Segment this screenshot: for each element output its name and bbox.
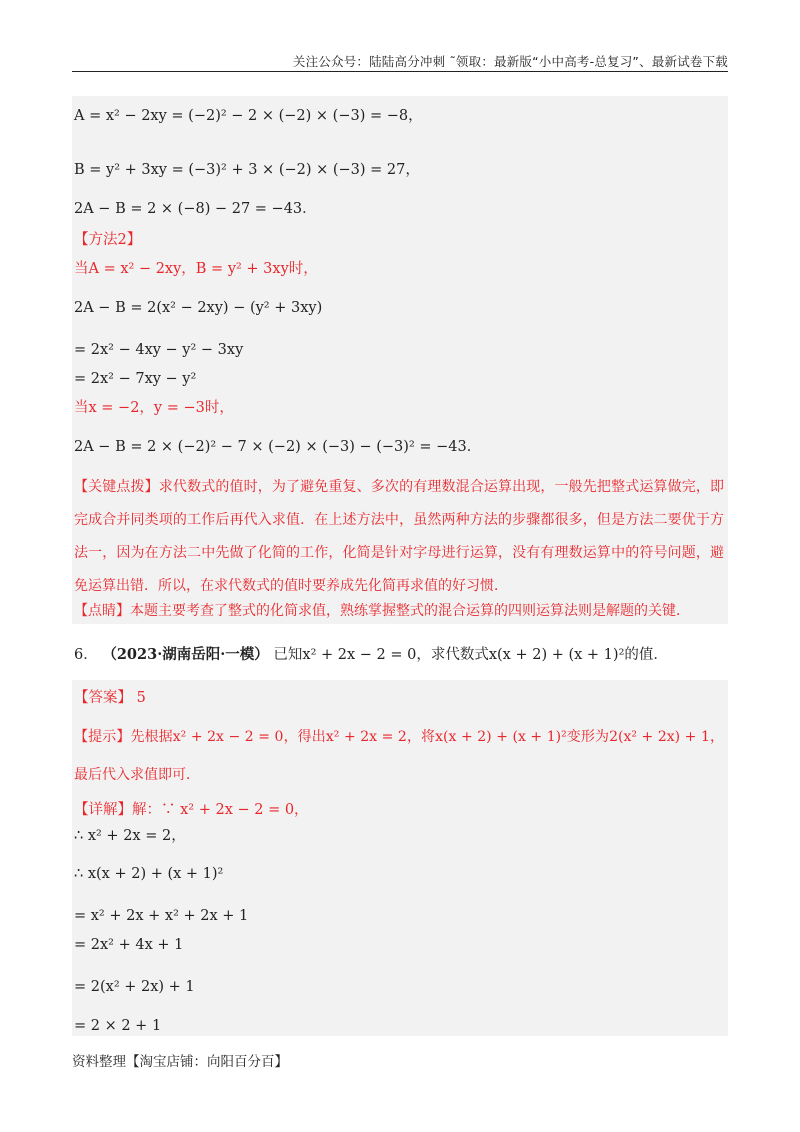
page-header: 关注公众号：陆陆高分冲刺 ˜领取：最新版“小中高考-总复习”、最新试卷下载 bbox=[292, 54, 728, 69]
equation-line-b: B = y² + 3xy = (−3)² + 3 × (−2) × (−3) = 27， bbox=[74, 162, 420, 178]
answer-label: 【答案】 5 bbox=[74, 690, 146, 706]
method2-line-4: 2A − B = 2 × (−2)² − 7 × (−2) × (−3) − (−3)² = −43． bbox=[74, 439, 482, 455]
method2-line-3: = 2x² − 7xy − y² bbox=[74, 371, 197, 387]
key-points-paragraph: 【关键点拨】求代数式的值时，为了避免重复、多次的有理数混合运算出现，一般先把整式运算做完，即完成合并同类项的工作后再代入求值．在上述方法中，虽然两种方法的步骤都很多，但是方法二要优于方法一，因为在方法二中先做了化简的工作，化简是针对字母进行运算，没有有理数运算中的符号问题，避免运算出错．所以，在求代数式的值时要养成先化简再求值的好习惯． bbox=[74, 479, 724, 594]
method2-line-1: 2A − B = 2(x² − 2xy) − (y² + 3xy) bbox=[74, 300, 323, 316]
method2-label: 【方法2】 bbox=[74, 232, 142, 248]
equation-line-a: A = x² − 2xy = (−2)² − 2 × (−2) × (−3) = −8， bbox=[74, 108, 423, 124]
equation-line-c: 2A − B = 2 × (−8) − 27 = −43． bbox=[74, 201, 317, 217]
page-footer: 资料整理【淘宝店铺：向阳百分百】 bbox=[72, 1054, 288, 1070]
step-4: = 2x² + 4x + 1 bbox=[74, 937, 184, 953]
header-rule bbox=[72, 71, 728, 72]
question-6 bbox=[74, 645, 668, 665]
method2-condition: 当A = x² − 2xy，B = y² + 3xy时， bbox=[74, 261, 318, 277]
question-number: 6． bbox=[74, 647, 98, 663]
step-2: ∴ x(x + 2) + (x + 1)² bbox=[74, 866, 224, 882]
step-5: = 2(x² + 2x) + 1 bbox=[74, 979, 195, 995]
step-6: = 2 × 2 + 1 bbox=[74, 1018, 162, 1034]
step-3: = x² + 2x + x² + 2x + 1 bbox=[74, 908, 249, 924]
detail-line: 【详解】解：∵ x² + 2x − 2 = 0， bbox=[74, 802, 309, 818]
comment-paragraph: 【点睛】本题主要考查了整式的化简求值，熟练掌握整式的混合运算的四则运算法则是解题的关键． bbox=[74, 603, 690, 619]
question-source: （2023·湖南岳阳·一模） bbox=[102, 646, 269, 663]
method2-line-2: = 2x² − 4xy − y² − 3xy bbox=[74, 342, 244, 358]
question-text: 已知x² + 2x − 2 = 0，求代数式x(x + 2) + (x + 1)²的值． bbox=[273, 647, 668, 663]
method2-condition-2: 当x = −2，y = −3时， bbox=[74, 400, 234, 416]
step-1: ∴ x² + 2x = 2， bbox=[74, 828, 186, 844]
hint-paragraph: 【提示】先根据x² + 2x − 2 = 0，得出x² + 2x = 2，将x(x + 2) + (x + 1)²变形为2(x² + 2x) + 1，最后代入求值即可． bbox=[74, 729, 724, 783]
